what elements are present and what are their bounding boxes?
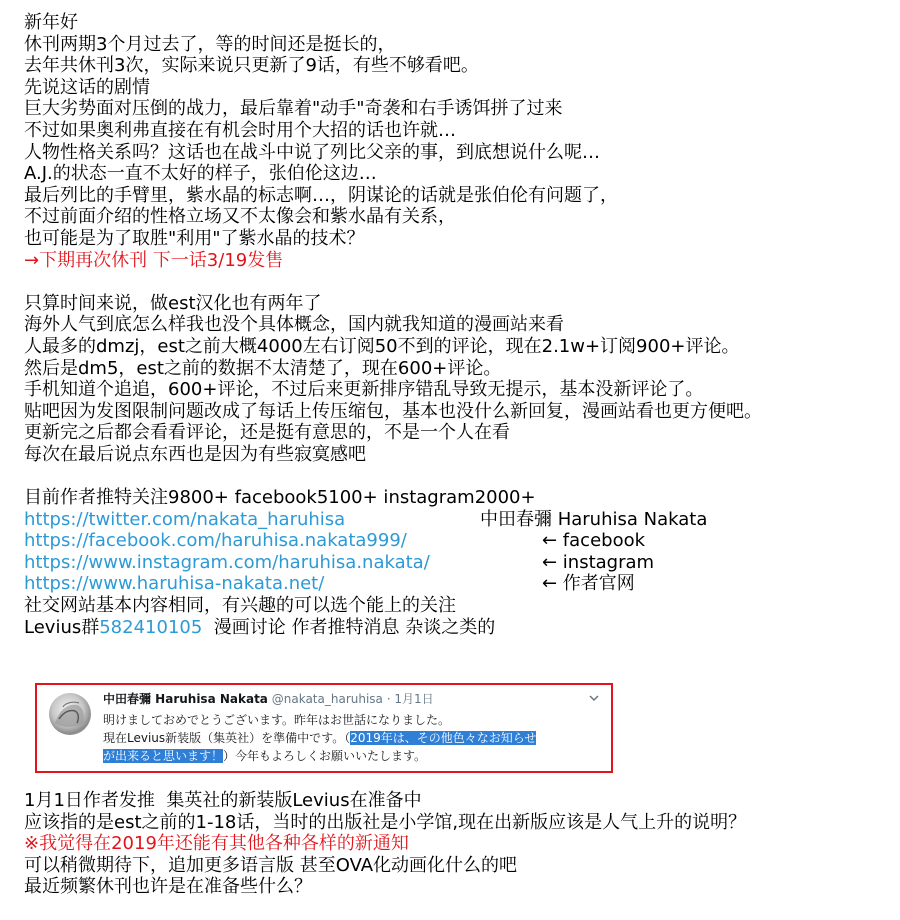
text-line: 也可能是为了取胜"利用"了紫水晶的技术？ bbox=[24, 227, 365, 249]
text-line: 应该指的是est之前的1-18话，当时的出版社是小学馆,现在出新版应该是人气上升的说明？ bbox=[24, 811, 747, 833]
red-note: ※我觉得在2019年还能有其他各种各样的新通知 bbox=[24, 833, 409, 855]
post-content bbox=[24, 12, 884, 638]
text-line: 贴吧因为发图限制问题改成了每话上传压缩包，基本也没什么新回复，漫画站看也更方便吧。 bbox=[24, 400, 762, 422]
link-row-instagram bbox=[24, 552, 884, 574]
link-row-facebook bbox=[24, 530, 884, 552]
tweet-line bbox=[103, 729, 603, 747]
instagram-link[interactable]: https://www.instagram.com/haruhisa.nakata/ bbox=[24, 551, 430, 573]
tweet-line: 明けましておめでとうございます。昨年はお世話になりました。 bbox=[103, 713, 451, 727]
instagram-note: ← instagram bbox=[542, 551, 655, 573]
text-line: 不过如果奥利弗直接在有机会时用个大招的话也许就… bbox=[24, 119, 456, 141]
text-line: 不过前面介绍的性格立场又不太像会和紫水晶有关系， bbox=[24, 206, 456, 228]
group-number[interactable]: 582410105 bbox=[99, 616, 203, 638]
facebook-link[interactable]: https://facebook.com/haruhisa.nakata999/ bbox=[24, 530, 407, 552]
twitter-link[interactable]: https://twitter.com/nakata_haruhisa bbox=[24, 508, 346, 530]
text-line: 海外人气到底怎么样我也没个具体概念，国内就我知道的漫画站来看 bbox=[24, 314, 564, 336]
follower-counts: 目前作者推特关注9800+ facebook5100+ instagram2000+ bbox=[24, 487, 536, 509]
text-line: 人物性格关系吗？这话也在战斗中说了列比父亲的事，到底想说什么呢… bbox=[24, 141, 600, 163]
text-line: A.J.的状态一直不太好的样子，张伯伦这边… bbox=[24, 163, 377, 185]
text-line: 每次在最后说点东西也是因为有些寂寞感吧 bbox=[24, 443, 366, 465]
group-prefix: Levius群 bbox=[24, 616, 100, 638]
text-line: 只算时间来说，做est汉化也有两年了 bbox=[24, 292, 322, 314]
author-name: 中田春彌 Haruhisa Nakata bbox=[480, 508, 708, 530]
avatar[interactable] bbox=[49, 693, 91, 735]
tweet-text: ）今年もよろしくお願いいたします。 bbox=[223, 749, 427, 763]
group-suffix: 漫画讨论 作者推特消息 杂谈之类的 bbox=[202, 616, 496, 638]
tweet-line bbox=[103, 747, 603, 765]
facebook-note: ← facebook bbox=[542, 530, 646, 552]
website-note: ← 作者官网 bbox=[542, 573, 635, 595]
link-row-website bbox=[24, 573, 884, 595]
text-line: 可以稍微期待下，追加更多语言版 甚至OVA化动画化什么的吧 bbox=[24, 854, 518, 876]
tweet-highlight: 2019年は、その他色々なお知らせ bbox=[350, 731, 537, 745]
tweet-handle-date[interactable]: @nakata_haruhisa · 1月1日 bbox=[271, 692, 434, 706]
text-line: 巨大劣势面对压倒的战力，最后靠着"动手"奇袭和右手诱饵拼了过来 bbox=[24, 98, 563, 120]
spacer bbox=[24, 271, 884, 293]
text-line: 最后列比的手臂里，紫水晶的标志啊…，阴谋论的话就是张伯伦有问题了， bbox=[24, 184, 618, 206]
group-line bbox=[24, 617, 884, 639]
tweet-embed bbox=[35, 683, 613, 773]
social-note: 社交网站基本内容相同，有兴趣的可以选个能上的关注 bbox=[24, 595, 456, 617]
hiatus-notice: →下期再次休刊 下一话3/19发售 bbox=[24, 249, 284, 271]
tweet-highlight: が出来ると思います！ bbox=[103, 749, 224, 763]
tweet-author-name[interactable]: 中田春彌 Haruhisa Nakata bbox=[103, 692, 268, 706]
text-line: 1月1日作者发推 集英社的新装版Levius在准备中 bbox=[24, 790, 422, 811]
text-line: 然后是dm5，est之前的数据不太清楚了，现在600+评论。 bbox=[24, 357, 502, 379]
text-line: 最近频繁休刊也许是在准备些什么？ bbox=[24, 876, 312, 898]
chevron-down-icon[interactable] bbox=[589, 693, 599, 703]
tweet-text: 現在Levius新装版（集英社）を準備中です。（ bbox=[103, 731, 351, 745]
text-line: 人最多的dmzj，est之前大概4000左右订阅50不到的评论，现在2.1w+订阅900+评论。 bbox=[24, 335, 740, 357]
text-line: 手机知道个追追，600+评论，不过后来更新排序错乱导致无提示，基本没新评论了。 bbox=[24, 379, 704, 401]
website-link[interactable]: https://www.haruhisa-nakata.net/ bbox=[24, 573, 325, 595]
spacer bbox=[24, 465, 884, 487]
post-footer bbox=[24, 790, 884, 898]
tweet-header bbox=[103, 691, 434, 707]
text-line: 休刊两期3个月过去了，等的时间还是挺长的， bbox=[24, 33, 396, 55]
link-row-twitter bbox=[24, 509, 884, 531]
tweet-body bbox=[103, 711, 603, 765]
text-line: 更新完之后都会看看评论，还是挺有意思的，不是一个人在看 bbox=[24, 422, 510, 444]
text-line: 新年好 bbox=[24, 12, 78, 33]
text-line: 先说这话的剧情 bbox=[24, 76, 150, 98]
text-line: 去年共休刊3次，实际来说只更新了9话，有些不够看吧。 bbox=[24, 55, 479, 77]
